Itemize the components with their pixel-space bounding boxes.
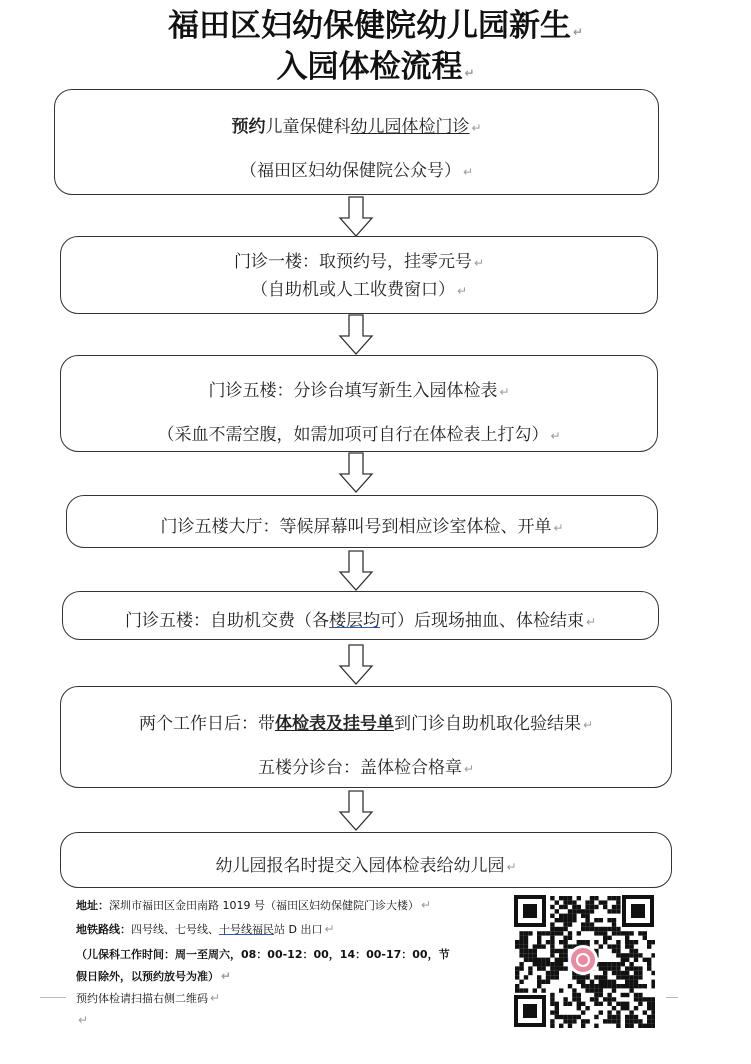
down-arrow-icon bbox=[338, 452, 374, 494]
step-6-line-2: 五楼分诊台：盖体检合格章 ↵ bbox=[257, 758, 475, 778]
step-6-line-1: 两个工作日后：带体检表及挂号单到门诊自助机取化验结果 ↵ bbox=[138, 714, 594, 734]
step-1-box bbox=[54, 89, 659, 195]
return-mark-icon: ↵ bbox=[585, 615, 597, 629]
down-arrow-icon bbox=[338, 314, 374, 356]
down-arrow-icon bbox=[338, 550, 374, 592]
step-2-line-2: （自助机或人工收费窗口） ↵ bbox=[250, 280, 468, 300]
return-mark-icon: ↵ bbox=[473, 256, 485, 270]
footer-metro: 地铁路线：四号线、七号线、十号线福民站 D 出口 ↵ bbox=[76, 922, 335, 936]
step-6-box bbox=[60, 686, 672, 788]
margin-line-left bbox=[40, 997, 66, 998]
footer-hours-1: （儿保科工作时间：周一至周六，08：00-12：00，14：00-17：00，节 bbox=[76, 948, 450, 961]
footer-hours-2: 假日除外，以预约放号为准） ↵ bbox=[76, 969, 232, 983]
footer-empty-paragraph bbox=[76, 1013, 88, 1027]
return-mark-icon: ↵ bbox=[499, 385, 510, 399]
return-mark-icon: ↵ bbox=[553, 521, 564, 535]
return-mark-icon: ↵ bbox=[324, 922, 335, 936]
step-1-line-1: 预约儿童保健科幼儿园体检门诊 ↵ bbox=[231, 117, 482, 137]
down-arrow-icon bbox=[338, 790, 374, 832]
step-3-box bbox=[60, 355, 658, 452]
return-mark-icon: ↵ bbox=[506, 860, 517, 874]
step-3-line-1: 门诊五楼：分诊台填写新生入园体检表 ↵ bbox=[208, 381, 510, 401]
footer-scan-note: 预约体检请扫描右侧二维码 ↵ bbox=[76, 991, 221, 1005]
return-mark-icon: ↵ bbox=[221, 969, 232, 983]
step-3-line-2: （采血不需空腹，如需加项可自行在体检表上打勾） ↵ bbox=[157, 425, 561, 445]
step-5-box bbox=[62, 591, 659, 640]
step-1-line-2: （福田区妇幼保健院公众号） ↵ bbox=[239, 161, 474, 181]
return-mark-icon: ↵ bbox=[421, 898, 432, 912]
step-4-line-1: 门诊五楼大厅：等候屏幕叫号到相应诊室体检、开单 ↵ bbox=[160, 517, 564, 537]
return-mark-icon: ↵ bbox=[462, 165, 474, 179]
title-line-1: 福田区妇幼保健院幼儿园新生 ↵ bbox=[167, 8, 584, 44]
return-mark-icon: ↵ bbox=[456, 284, 468, 298]
return-mark-icon: ↵ bbox=[582, 718, 594, 732]
footer-address: 地址：深圳市福田区金田南路 1019 号（福田区妇幼保健院门诊大楼） ↵ bbox=[76, 898, 432, 912]
return-mark-icon: ↵ bbox=[572, 25, 584, 39]
step-2-box bbox=[60, 236, 658, 314]
margin-line-right bbox=[666, 997, 678, 998]
step-5-line-1: 门诊五楼：自助机交费（各楼层均可）后现场抽血、体检结束 ↵ bbox=[124, 611, 597, 631]
return-mark-icon: ↵ bbox=[550, 429, 561, 443]
step-4-box bbox=[66, 495, 658, 548]
step-2-line-1: 门诊一楼：取预约号，挂零元号 ↵ bbox=[233, 252, 485, 272]
step-7-box bbox=[60, 832, 672, 888]
step-7-line-1: 幼儿园报名时提交入园体检表给幼儿园 ↵ bbox=[215, 856, 517, 876]
title-line-2: 入园体检流程 ↵ bbox=[276, 49, 475, 85]
return-mark-icon: ↵ bbox=[463, 762, 475, 776]
down-arrow-icon bbox=[338, 196, 374, 238]
return-mark-icon: ↵ bbox=[464, 66, 475, 80]
qr-code-image bbox=[513, 894, 655, 1028]
return-mark-icon: ↵ bbox=[210, 991, 221, 1005]
return-mark-icon: ↵ bbox=[78, 1013, 89, 1027]
return-mark-icon: ↵ bbox=[471, 121, 482, 135]
down-arrow-icon bbox=[338, 644, 374, 686]
